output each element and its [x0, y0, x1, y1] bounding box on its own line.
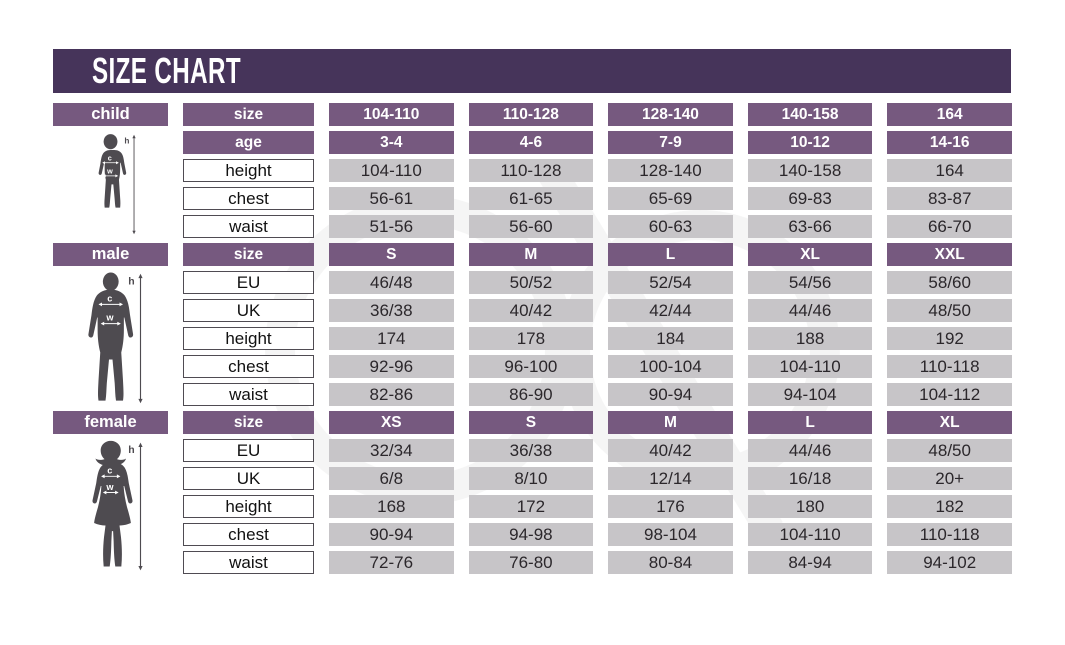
value-cell-male-chest: 100-104 [608, 355, 733, 378]
value-cell-male-EU: 58/60 [887, 271, 1012, 294]
row-label-chest: chest [183, 523, 314, 546]
section-label-female: female [53, 411, 168, 434]
female-silhouette [67, 440, 155, 573]
value-cell-female-chest: 110-118 [887, 523, 1012, 546]
figure-female [53, 439, 168, 574]
value-cell-child-chest: 69-83 [748, 187, 873, 210]
row-label-waist: waist [183, 215, 314, 238]
child-silhouette [76, 132, 145, 237]
row-label-UK: UK [183, 467, 314, 490]
section-label-male: male [53, 243, 168, 266]
value-cell-female-chest: 94-98 [469, 523, 594, 546]
value-cell-male-height: 178 [469, 327, 594, 350]
value-cell-female-height: 168 [329, 495, 454, 518]
value-cell-male-UK: 42/44 [608, 299, 733, 322]
header-cell-male-size: XXL [887, 243, 1012, 266]
value-cell-female-EU: 48/50 [887, 439, 1012, 462]
value-cell-male-height: 188 [748, 327, 873, 350]
header-cell-child-age: 10-12 [748, 131, 873, 154]
value-cell-female-EU: 32/34 [329, 439, 454, 462]
header-cell-female-size: S [469, 411, 594, 434]
height-arrow [132, 135, 135, 234]
waist-arrow-label: w [107, 166, 113, 176]
row-label-height: height [183, 495, 314, 518]
header-cell-child-age: 7-9 [608, 131, 733, 154]
height-arrow [138, 443, 142, 571]
value-cell-male-EU: 52/54 [608, 271, 733, 294]
row-label-height: height [183, 327, 314, 350]
value-cell-child-waist: 56-60 [469, 215, 594, 238]
header-cell-female-size: L [748, 411, 873, 434]
value-cell-child-waist: 66-70 [887, 215, 1012, 238]
value-cell-female-UK: 20+ [887, 467, 1012, 490]
value-cell-child-waist: 60-63 [608, 215, 733, 238]
value-cell-female-chest: 104-110 [748, 523, 873, 546]
value-cell-female-UK: 6/8 [329, 467, 454, 490]
chest-arrow-label: c [107, 465, 113, 476]
value-cell-male-chest: 110-118 [887, 355, 1012, 378]
value-cell-male-UK: 44/46 [748, 299, 873, 322]
value-cell-child-height: 128-140 [608, 159, 733, 182]
value-cell-female-waist: 72-76 [329, 551, 454, 574]
row-label-height: height [183, 159, 314, 182]
header-cell-female-size: XL [887, 411, 1012, 434]
header-cell-child-size: 128-140 [608, 103, 733, 126]
value-cell-female-waist: 80-84 [608, 551, 733, 574]
value-cell-child-height: 164 [887, 159, 1012, 182]
header-cell-male-size: XL [748, 243, 873, 266]
value-cell-male-waist: 94-104 [748, 383, 873, 406]
size-table [53, 103, 1012, 574]
header-cell-child-age: 3-4 [329, 131, 454, 154]
chest-arrow-label: c [107, 293, 113, 304]
row-header-size: size [183, 243, 314, 266]
waist-arrow-label: w [106, 312, 114, 323]
header-cell-female-size: XS [329, 411, 454, 434]
value-cell-child-chest: 61-65 [469, 187, 594, 210]
page-title: SIZE CHART [92, 49, 241, 92]
value-cell-male-UK: 48/50 [887, 299, 1012, 322]
value-cell-male-waist: 82-86 [329, 383, 454, 406]
value-cell-male-waist: 104-112 [887, 383, 1012, 406]
value-cell-child-chest: 56-61 [329, 187, 454, 210]
row-label-chest: chest [183, 187, 314, 210]
value-cell-child-waist: 51-56 [329, 215, 454, 238]
row-header-size: size [183, 411, 314, 434]
value-cell-female-UK: 16/18 [748, 467, 873, 490]
value-cell-female-chest: 98-104 [608, 523, 733, 546]
value-cell-female-waist: 76-80 [469, 551, 594, 574]
value-cell-male-height: 192 [887, 327, 1012, 350]
value-cell-male-height: 184 [608, 327, 733, 350]
value-cell-child-height: 110-128 [469, 159, 594, 182]
figure-male [53, 271, 168, 406]
value-cell-male-waist: 90-94 [608, 383, 733, 406]
value-cell-female-UK: 12/14 [608, 467, 733, 490]
value-cell-child-waist: 63-66 [748, 215, 873, 238]
height-arrow-label: h [128, 275, 135, 288]
header-cell-male-size: L [608, 243, 733, 266]
header-cell-child-size: 110-128 [469, 103, 594, 126]
row-label-EU: EU [183, 271, 314, 294]
header-cell-child-size: 140-158 [748, 103, 873, 126]
value-cell-female-EU: 44/46 [748, 439, 873, 462]
waist-arrow-label: w [106, 481, 114, 492]
row-label-waist: waist [183, 551, 314, 574]
value-cell-male-waist: 86-90 [469, 383, 594, 406]
value-cell-male-EU: 54/56 [748, 271, 873, 294]
value-cell-male-EU: 50/52 [469, 271, 594, 294]
value-cell-male-UK: 36/38 [329, 299, 454, 322]
height-arrow-label: h [128, 444, 135, 457]
row-label-chest: chest [183, 355, 314, 378]
section-label-child: child [53, 103, 168, 126]
value-cell-female-UK: 8/10 [469, 467, 594, 490]
value-cell-female-EU: 40/42 [608, 439, 733, 462]
value-cell-child-height: 140-158 [748, 159, 873, 182]
value-cell-female-height: 176 [608, 495, 733, 518]
row-label-waist: waist [183, 383, 314, 406]
value-cell-female-chest: 90-94 [329, 523, 454, 546]
row-header-size: size [183, 103, 314, 126]
height-arrow [138, 274, 142, 404]
value-cell-female-waist: 94-102 [887, 551, 1012, 574]
value-cell-child-chest: 65-69 [608, 187, 733, 210]
value-cell-child-chest: 83-87 [887, 187, 1012, 210]
value-cell-male-chest: 96-100 [469, 355, 594, 378]
value-cell-male-chest: 92-96 [329, 355, 454, 378]
value-cell-female-height: 172 [469, 495, 594, 518]
header-cell-child-size: 164 [887, 103, 1012, 126]
value-cell-female-height: 182 [887, 495, 1012, 518]
header-cell-female-size: M [608, 411, 733, 434]
chest-arrow-label: c [107, 153, 112, 163]
value-cell-female-waist: 84-94 [748, 551, 873, 574]
value-cell-child-height: 104-110 [329, 159, 454, 182]
value-cell-female-height: 180 [748, 495, 873, 518]
header-cell-male-size: M [469, 243, 594, 266]
value-cell-male-EU: 46/48 [329, 271, 454, 294]
figure-child [53, 131, 168, 238]
value-cell-male-height: 174 [329, 327, 454, 350]
header-cell-male-size: S [329, 243, 454, 266]
value-cell-male-chest: 104-110 [748, 355, 873, 378]
title-bar [53, 49, 1011, 93]
value-cell-female-EU: 36/38 [469, 439, 594, 462]
value-cell-male-UK: 40/42 [469, 299, 594, 322]
male-silhouette [67, 272, 155, 405]
header-cell-child-age: 14-16 [887, 131, 1012, 154]
height-arrow-label: h [124, 136, 130, 146]
row-label-UK: UK [183, 299, 314, 322]
row-label-EU: EU [183, 439, 314, 462]
row-header-age: age [183, 131, 314, 154]
header-cell-child-size: 104-110 [329, 103, 454, 126]
header-cell-child-age: 4-6 [469, 131, 594, 154]
